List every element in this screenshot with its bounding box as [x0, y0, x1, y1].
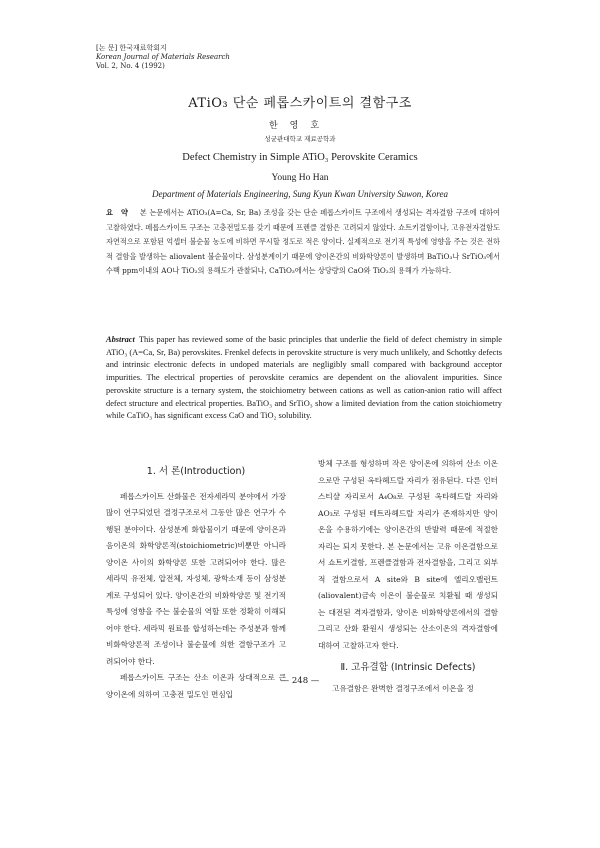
- affiliation-en: Department of Materials Engineering, Sung Kyun Kwan University Suwon, Korea: [152, 189, 448, 199]
- intrinsic-paragraph-1: 고유결함은 완벽한 결정구조에서 이온을 정: [332, 683, 474, 693]
- affiliation-kr: 성균관대학교 재료공학과: [264, 135, 336, 143]
- intro-paragraph-1: 페롭스카이트 산화물은 전자세라믹 분야에서 가장 많이 연구되었던 결정구조로서 그동안 많은 연구가 수행된 분야이다. 삼성분계 화합물이기 때문에 양이온과 음이온의 화학양론적(stoichiometric)비뿐만 아니라 양이온 사이의 화학양론 또한 고려되어야 한다. 많은 세라믹 유전체, 압전체, 자성체, 광학소재 등이 삼성분계로 구성되어 있다. 양이온간의 비화학양론 및 전기적 특성에 영향을 주는 불순물의 역할 또한 정확히 이해되어야 한다. 세라믹 원료를 합성하는데는 주성분과 함께 비화학양론적 조성이나 불순물에 의한 결함구조가 고려되어야 한다.: [106, 491, 286, 666]
- abstract-kr: [106, 206, 500, 279]
- abstract-en-text: This paper has reviewed some of the basic principles that underlie the field of defect chemistry in simple ATiO₃ (A=Ca, Sr, Ba) perovskites. Frenkel defects in perovskite structure is very much unlikely, and Schottky defects and intrinsic electronic defects in undoped materials are negligibly small compared with background acceptor impurities. The electrical properties of perovskite ceramics are dependent on the aliovalent impurities. Since perovskite structure is a ternary system, the stoichiometry between cations as well as cation-anion ratio will affect defect structure and electrical properties. BaTiO₃ and SrTiO₃ show a limited deviation from the cation stoichiometry while CaTiO₃ has significant excess CaO and TiO₂ solubility.: [106, 335, 502, 421]
- page-number: — 248 —: [280, 676, 320, 686]
- section-heading-intrinsic-defects: Ⅱ. 고유결함 (Intrinsic Defects): [340, 662, 476, 673]
- abstract-en-label: Abstract: [106, 335, 135, 344]
- right-column: [318, 456, 498, 697]
- paper-title-kr: ATiO₃ 단순 페롭스카이트의 결함구조: [188, 96, 412, 111]
- journal-line-en: Korean Journal of Materials Research: [96, 53, 230, 61]
- abstract-kr-label: 요약: [106, 208, 136, 217]
- journal-line-kr: [논 문] 한국재료학회지: [96, 44, 167, 52]
- intro-paragraph-continued: 방체 구조를 형성하며 작은 양이온에 의하여 산소 이온으로만 구성된 옥타헤드랄 자리가 점유된다. 다른 인터스티샬 자리로서 A₄O₈로 구성된 옥타헤드랄 자리와 AO₃로 구성된 테트라헤드랄 자리가 존재하지만 양이온을 수용하기에는 양이온간의 반발력 때문에 적절한 자리는 되지 못한다. 본 논문에서는 고유 이온결함으로서 쇼트키결함, 프렌클결함과 전자결함을, 그리고 외부적 결함으로서 A site와 B site에 엘리오밸런트(aliovalent)금속 이온이 불순물로 치환될 때 생성되는 대전된 격자결함과, 양이온 비화학양론에서의 결함 그리고 산화 환원시 생성되는 산소이온의 격자결함에 대하여 고찰하고자 한다.: [318, 459, 498, 650]
- author-name-en: Young Ho Han: [271, 173, 329, 183]
- journal-header: [96, 44, 230, 71]
- paper-title-en: Defect Chemistry in Simple ATiO₃ Perovskite Ceramics: [182, 152, 418, 163]
- intro-paragraph-2: 페롭스카이트 구조는 산소 이온과 상대적으로 큰 양이온에 의하여 고충전 밀도인 면심입: [106, 673, 286, 699]
- section-heading-introduction: 1. 서 론(Introduction): [146, 466, 246, 477]
- abstract-en: [106, 334, 502, 423]
- abstract-kr-text: 본 논문에서는 ATiO₃(A=Ca, Sr, Ba) 조성을 갖는 단순 페롭스카이트 구조에서 생성되는 격자결함 구조에 대하여 고찰하였다. 페롭스카이트 구조는 고충전밀도를 갖기 때문에 프렌클 결함은 고려되지 않았다. 쇼트키결함이나, 고유전자결함도 자연적으로 포함된 억셉터 불순물 농도에 비하면 무시할 정도로 적은 양이다. 실제적으로 전기적 특성에 영향을 주는 것은 전하적 결함을 발생하는 aliovalent 불순물이다. 삼성분계이기 때문에 양이온간의 비화학양론이 발생하며 BaTiO₃나 SrTiO₃에서 수백 ppm이내의 AO나 TiO₂의 용해도가 관찰되나, CaTiO₃에서는 상당량의 CaO와 TiO₂의 용해가 가능하다.: [106, 208, 500, 276]
- left-column: [106, 460, 286, 703]
- journal-volume: Vol. 2, No. 4 (1992): [96, 62, 165, 70]
- author-name-kr: 한영호: [268, 121, 332, 131]
